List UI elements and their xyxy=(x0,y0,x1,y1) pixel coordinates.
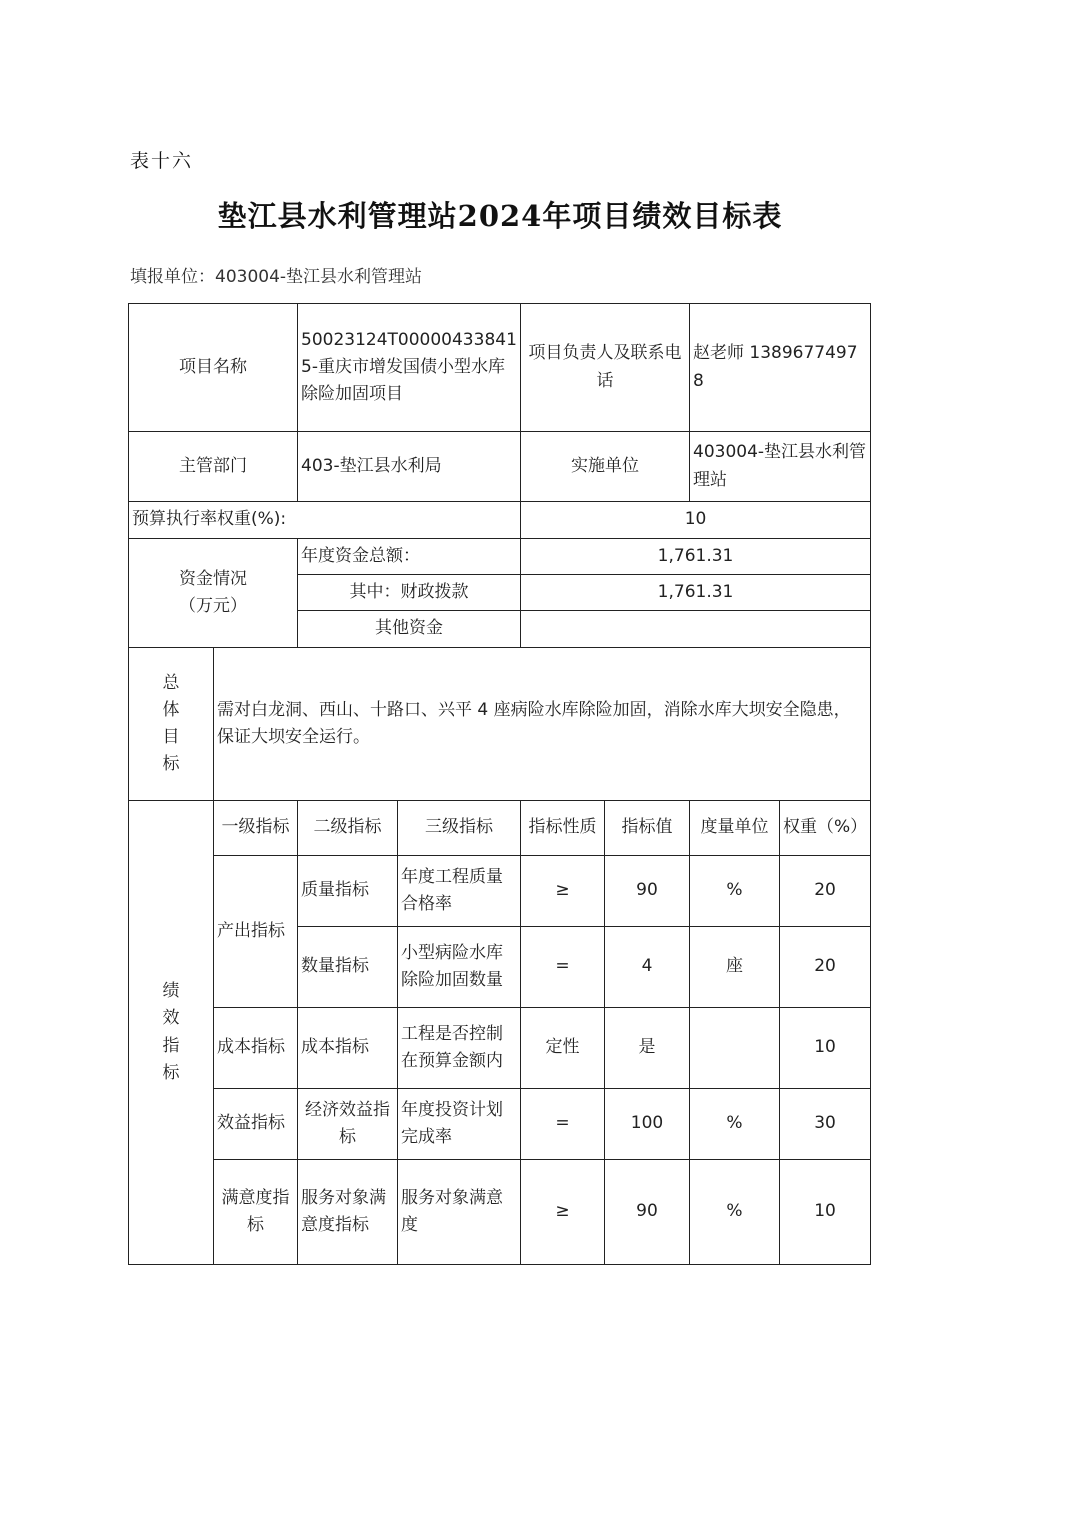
indicator-unit: % xyxy=(690,856,780,927)
indicator-nature: ≥ xyxy=(521,1160,605,1265)
table-row xyxy=(129,502,871,539)
indicator-level1: 效益指标 xyxy=(214,1089,298,1160)
indicator-nature: = xyxy=(521,1089,605,1160)
indicator-value: 90 xyxy=(605,856,690,927)
impl-unit-label: 实施单位 xyxy=(521,432,690,502)
table-row xyxy=(129,539,871,575)
funds-other-label: 其他资金 xyxy=(298,611,521,648)
indicator-level2: 经济效益指标 xyxy=(298,1089,398,1160)
overall-goal-char: 目 xyxy=(162,727,180,747)
funds-total-value: 1,761.31 xyxy=(521,539,871,575)
indicator-level2: 服务对象满意度指标 xyxy=(298,1160,398,1265)
table-row xyxy=(129,648,871,801)
table-row xyxy=(129,856,871,927)
budget-weight-value: 10 xyxy=(521,502,871,539)
header-weight: 权重（%） xyxy=(780,801,871,856)
indicator-level3: 小型病险水库除险加固数量 xyxy=(398,927,521,1008)
indicator-level1: 成本指标 xyxy=(214,1008,298,1089)
indicator-weight: 10 xyxy=(780,1008,871,1089)
indicator-level3: 年度投资计划完成率 xyxy=(398,1089,521,1160)
project-name-value: 50023124T000004338415-重庆市增发国债小型水库除险加固项目 xyxy=(298,304,521,432)
indicator-unit: % xyxy=(690,1160,780,1265)
performance-target-table xyxy=(128,303,871,1265)
performance-indicator-char: 绩 xyxy=(162,981,180,1002)
header-value: 指标值 xyxy=(605,801,690,856)
table-number-label: 表十六 xyxy=(130,150,194,172)
indicator-level1: 满意度指标 xyxy=(214,1160,298,1265)
project-name-label: 项目名称 xyxy=(129,304,298,432)
project-owner-value: 赵老师 13896774978 xyxy=(690,304,871,432)
funds-label-line1: 资金情况 xyxy=(179,568,247,589)
indicator-weight: 20 xyxy=(780,927,871,1008)
table-row xyxy=(129,1160,871,1265)
indicator-unit xyxy=(690,1008,780,1089)
indicator-value: 90 xyxy=(605,1160,690,1265)
overall-goal-char: 标 xyxy=(162,754,180,775)
indicator-level1: 产出指标 xyxy=(214,856,298,1008)
indicator-level3: 服务对象满意度 xyxy=(398,1160,521,1265)
funds-fiscal-label: 其中：财政拨款 xyxy=(298,575,521,611)
table-row xyxy=(129,432,871,502)
indicator-level3: 年度工程质量合格率 xyxy=(398,856,521,927)
funds-label xyxy=(129,539,298,648)
funds-other-value xyxy=(521,611,871,648)
indicator-nature: 定性 xyxy=(521,1008,605,1089)
header-unit: 度量单位 xyxy=(690,801,780,856)
dept-value: 403-垫江县水利局 xyxy=(298,432,521,502)
table-row xyxy=(129,1008,871,1089)
indicator-unit: % xyxy=(690,1089,780,1160)
indicator-weight: 10 xyxy=(780,1160,871,1265)
header-nature: 指标性质 xyxy=(521,801,605,856)
overall-goal-label xyxy=(129,648,214,801)
indicator-weight: 30 xyxy=(780,1089,871,1160)
header-level3: 三级指标 xyxy=(398,801,521,856)
indicator-value: 100 xyxy=(605,1089,690,1160)
performance-indicator-char: 指 xyxy=(162,1035,180,1056)
budget-weight-label: 预算执行率权重(%): xyxy=(129,502,521,539)
funds-total-label: 年度资金总额： xyxy=(298,539,521,575)
indicator-level2: 成本指标 xyxy=(298,1008,398,1089)
indicator-value: 是 xyxy=(605,1008,690,1089)
indicator-level2: 数量指标 xyxy=(298,927,398,1008)
performance-indicator-char: 效 xyxy=(162,1008,180,1029)
header-level2: 二级指标 xyxy=(298,801,398,856)
reporting-unit: 填报单位：403004-垫江县水利管理站 xyxy=(130,267,423,287)
table-row xyxy=(129,304,871,432)
dept-label: 主管部门 xyxy=(129,432,298,502)
overall-goal-text: 需对白龙洞、西山、十路口、兴平 4 座病险水库除险加固，消除水库大坝安全隐患，保证大坝安全运行。 xyxy=(214,648,871,801)
project-owner-label: 项目负责人及联系电话 xyxy=(521,304,690,432)
performance-indicator-label xyxy=(129,801,214,1265)
table-row xyxy=(129,1089,871,1160)
indicator-level3: 工程是否控制在预算金额内 xyxy=(398,1008,521,1089)
funds-label-line2: （万元） xyxy=(179,596,247,616)
overall-goal-char: 总 xyxy=(162,672,180,693)
performance-indicator-char: 标 xyxy=(162,1062,180,1083)
header-level1: 一级指标 xyxy=(214,801,298,856)
indicator-nature: = xyxy=(521,927,605,1008)
table-row xyxy=(129,801,871,856)
funds-fiscal-value: 1,761.31 xyxy=(521,575,871,611)
indicator-value: 4 xyxy=(605,927,690,1008)
indicator-nature: ≥ xyxy=(521,856,605,927)
impl-unit-value: 403004-垫江县水利管理站 xyxy=(690,432,871,502)
indicator-unit: 座 xyxy=(690,927,780,1008)
document-title: 垫江县水利管理站2024年项目绩效目标表 xyxy=(217,199,783,233)
indicator-level2: 质量指标 xyxy=(298,856,398,927)
indicator-weight: 20 xyxy=(780,856,871,927)
overall-goal-char: 体 xyxy=(162,699,180,720)
